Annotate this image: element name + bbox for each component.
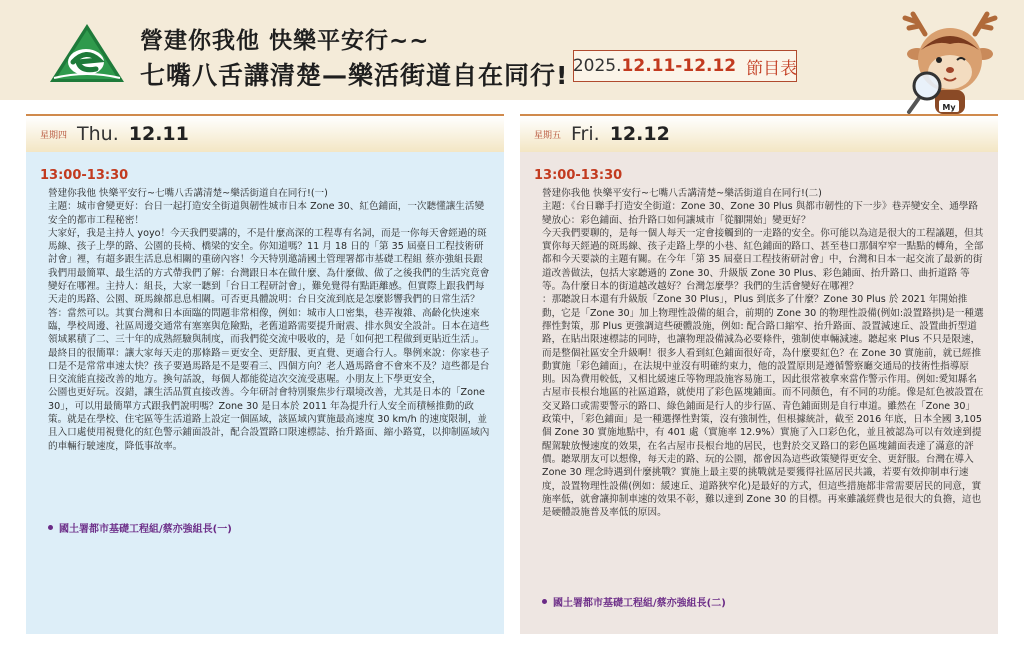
page-title-line1: 營建你我他 快樂平安行~~ [140, 28, 430, 54]
e-logo-icon [48, 22, 126, 84]
program-topic: 主題：《台日聯手打造安全街道：Zone 30、Zone 30 Plus 與都市韌性的下一步》巷弄變安全、通學路變放心：彩色鋪面、抬升路口如何讓城市「從腳開始」變更好？ [542, 201, 978, 226]
time-slot: 13:00-13:30 [534, 168, 623, 183]
day-header [26, 114, 504, 152]
mascot-badge-text: My [942, 103, 956, 112]
bullet-icon [542, 599, 547, 604]
day-date: 12.11 [128, 123, 189, 145]
program-title: 營建你我他 快樂平安行~七嘴八舌講清楚~樂活街道自在同行!(二) [542, 188, 822, 199]
date-prefix: 2025. [572, 56, 622, 76]
program-label: 節目表 [746, 58, 798, 79]
time-slot: 13:00-13:30 [40, 168, 129, 183]
program-description [48, 187, 490, 453]
program-topic: 主題：城市會變更好：台日一起打造安全街道與韌性城市日本 Zone 30、紅色鋪面，一次聽懂讓生活變安全的都市工程秘密！ [48, 201, 485, 226]
program-title: 營建你我他 快樂平安行~七嘴八舌講清楚~樂活街道自在同行!(一) [48, 188, 328, 199]
weekday-en: Thu. [77, 123, 119, 145]
day-date: 12.12 [609, 123, 670, 145]
weekday-cn: 星期四 [40, 130, 68, 141]
date-range: 12.11-12.12 [621, 56, 737, 76]
speaker-credit [48, 520, 232, 535]
paragraph: 公園也更好玩。沒錯，讓生活品質直接改善。今年研討會特別聚焦步行環境改善，尤其是日本的「Zone 30」，可以用最簡單方式跟我們說明嗎？Zone 30 是日本於 2011 年為提升行人安全而積極推動的政策。就是在學校、住宅區等生活道路上設定一個區域，該區域內實施最高速度 30 km/h 的速度限制，並且入口處使用視覺化的紅色警示鋪面設計，配合設置路口限速標誌、抬升路面、縮小路寬，以抑制區域內的車輛行駛速度，降低事故率。 [48, 387, 490, 452]
paragraph: 答：當然可以。其實台灣和日本面臨的問題非常相像，例如：城市人口密集，巷弄複雜、高齡化快速來臨，學校周邊、社區周邊交通常有塞塞與危險點，老舊道路需要提升耐震、排水與安全設計。日本在這些領域累積了二、三十年的成熟經驗與制度，而我們從交流中吸收的，是「如何把工程做到更貼近生活」。最終目的很簡單：讓大家每天走的那條路＝更安全、更舒服、更直覺、更適合行人。舉例來說：你家巷子口是不是常常車速太快？孩子要過馬路是不是要看三、四個方向？老人過馬路會不會來不及？這些都是台日交流能直接改善的地方。換句話說，每個人都能從這次交流受惠喔。小朋友上下學更安全， [48, 307, 490, 386]
day-panel-thu [26, 114, 504, 634]
speaker-credit [542, 594, 726, 609]
date-range-box [573, 50, 797, 82]
program-description [542, 187, 984, 519]
speaker-name: 國土署都市基礎工程組/蔡亦強組長(一) [59, 524, 232, 535]
header-banner [0, 0, 1024, 112]
paragraph: ：那聽說日本還有升級版「Zone 30 Plus」，Plus 到底多了什麼？Zone 30 Plus 於 2021 年開始推動，它是「Zone 30」加上物理性設備的組合，前期的 Zone 30 的物理性設備(例如:設置路拱)是一種選擇性對策，那 Plus 更強調這些硬體設施，例如: 配合路口縮窄、抬升路面、設置減速丘、設置曲折型道路，在貼出限速標誌的同時，也讓物理設備減為必要條件，強制使車輛減速。聽起來 Plus 不只是限速，而是整個社區安全升級啊！很多人看到紅色鋪面很好奇，為什麼要紅色？在 Zone 30 實施前，就已經推動實施「彩色鋪面」，在法規中並沒有明確約束力，他的設置原則是遵循警察廳交通局的技術性指導原則。因為費用較低，又相比緩速丘等物理設施容易施工，因此很常被拿來當作警示作用。例如:愛知縣名古屋市長根台地區的社區道路，就使用了彩色區塊鋪面。而不同顏色，有不同的功能。像是紅色被設置在交叉路口或需要警示的路口、綠色鋪面是行人的步行區、青色鋪面則是自行車道。雖然在「Zone 30」政策中，「彩色鋪面」是一種選擇性對策，沒有強制性，但根據統計，截至 2016 年底，日本全國 3,105 個 Zone 30 實施地點中，有 401 處（實施率 12.9%）實施了入口彩色化，並且被認為可以有效達到提醒駕駛放慢速度的效果，在名古屋市長根台地的居民，也對於交叉路口的彩色區塊鋪面表達了滿意的評價。聽眾朋友可以想像，每天走的路、玩的公園，都會因為這些政策變得更安全、更舒服。台灣在導入 Zone 30 理念時遇到什麼挑戰？實施上最主要的挑戰就是要獲得社區居民共識，若要有效抑制車行速度，設置物理性設備(例如：緩速丘、道路狹窄化)是最好的方式，但這些措施都非常需要居民的同意，實施率低，就會讓抑制車速的效果不彰，難以達到 Zone 30 的目標。再來雖議經費也是很大的負擔，這也是硬體設施普及率低的原因。 [542, 294, 984, 519]
bullet-icon [48, 525, 53, 530]
page-title-line2: 七嘴八舌講清楚—樂活街道自在同行! [140, 61, 569, 90]
paragraph: 大家好，我是主持人 yoyo！今天我們要講的，不是什麼高深的工程專有名詞，而是一你每天會經過的斑馬線、孩子上學的路、公園的長椅、橋梁的安全。你知道嗎？11 月 18 日的「第 35 屆臺日工程技術研討會」裡，有超多跟生活息息相關的重磅內容！今天特別邀請國土管理署都市基礎工程組 蔡亦強組長跟我們用最簡單、最生活的方式帶我們了解：台灣跟日本在做什麼、為什麼做、做了之後我們的生活究竟會變好在哪裡。主持人：組長，大家一聽到「台日工程研討會」，難免覺得有點距離感。但實際上跟我們每天走的馬路、公園、斑馬線都息息相關。可否更具體說明：台日交流到底是怎麼影響我們的日常生活？ [48, 227, 490, 306]
deer-mascot-icon [895, 4, 1005, 116]
day-panel-fri [520, 114, 998, 634]
paragraph: 今天我們要聊的，是每一個人每天一定會接觸到的一走路的安全。你可能以為這是很大的工程議題，但其實你每天經過的斑馬線、孩子走路上學的小巷、紅色鋪面的路口、甚至巷口那個窄窄一點點的轉角，全部都和今天要談的主題有關。在今年「第 35 屆臺日工程技術研討會」中，台灣和日本一起交流了最新的街道改善做法，包括大家聽過的 Zone 30、升級版 Zone 30 Plus、彩色鋪面、抬升路口、曲折道路 等等。為什麼日本的街道越改越好？台灣怎麼學？我們的生活會變好在哪裡？ [542, 227, 984, 293]
day-header [520, 114, 998, 152]
weekday-en: Fri. [571, 123, 600, 145]
speaker-name: 國土署都市基礎工程組/蔡亦強組長(二) [553, 598, 726, 609]
weekday-cn: 星期五 [534, 130, 562, 141]
